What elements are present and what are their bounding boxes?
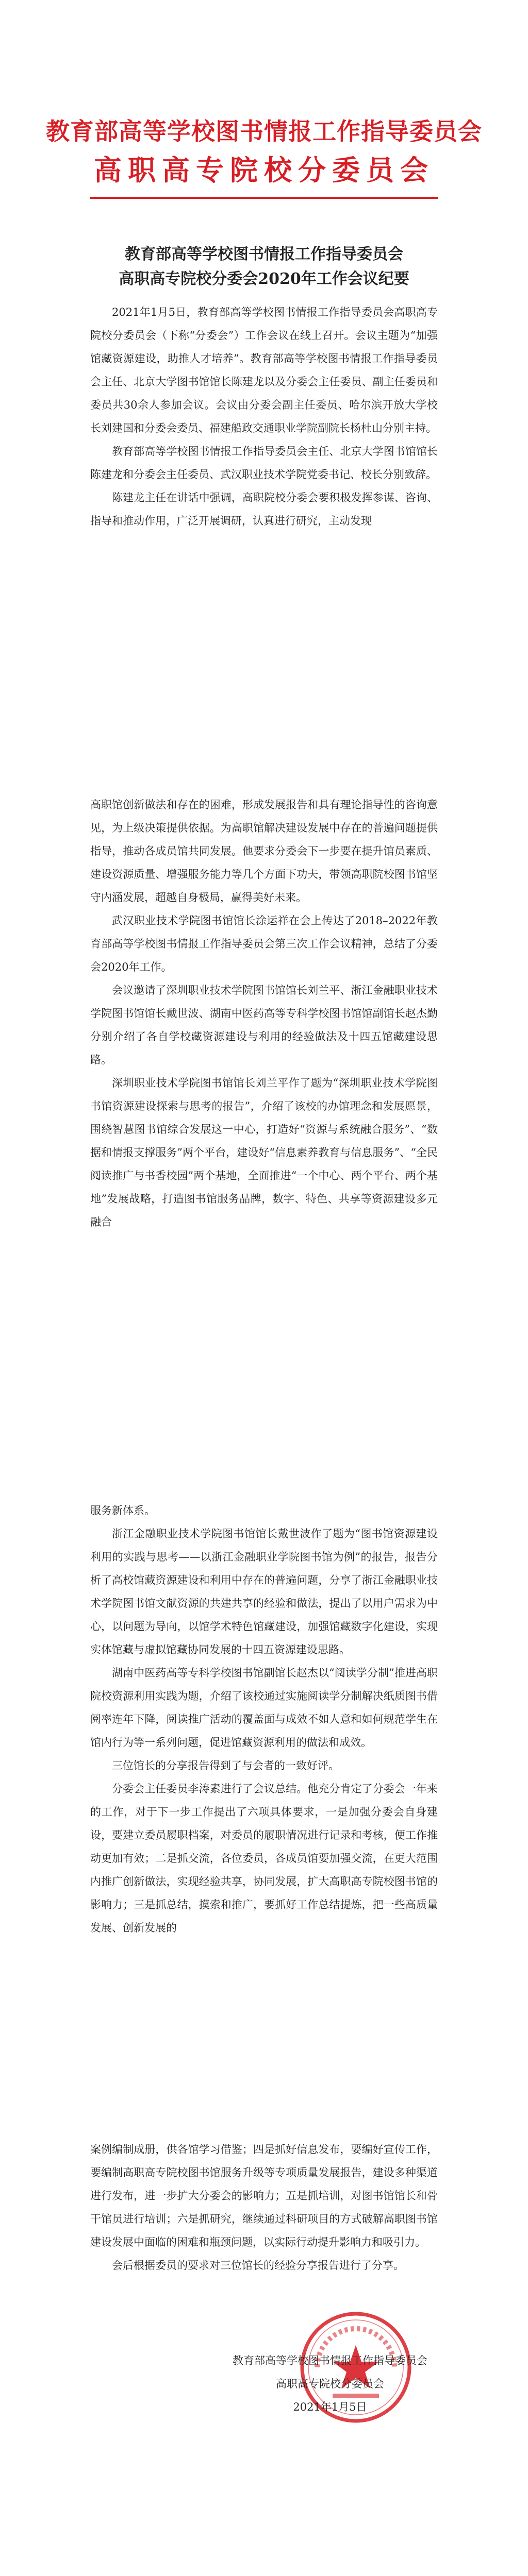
body-section-3: [90, 1499, 438, 1940]
paragraph: 高职馆创新做法和存在的困难，形成发展报告和具有理论指导性的咨询意见，为上级决策提供依据。为高职馆解决建设发展中存在的普遍问题提供指导，推动各成员馆共同发展。他要求分委会下一步要在提升馆员素质、建设资源质量、增强服务能力等几个方面下功夫，带领高职院校图书馆坚守内涵发展，超越自身极局，赢得美好未来。: [90, 799, 438, 904]
paragraph: 教育部高等学校图书情报工作指导委员会主任、北京大学图书馆馆长陈建龙和分委会主任委员、武汉职业技术学院党委书记、校长分别致辞。: [90, 445, 438, 481]
body-section-2: [90, 793, 438, 1234]
paragraph: 服务新体系。: [90, 1504, 155, 1517]
paragraph: 会后根据委员的要求对三位馆长的经验分享报告进行了分享。: [112, 2259, 404, 2272]
paragraph: 三位馆长的分享报告得到了与会者的一致好评。: [112, 1759, 339, 1772]
doc-title-line2: 高职高专院校分委会2020年工作会议纪要: [119, 270, 409, 288]
signature-org-line1: 教育部高等学校图书情报工作指导委员会: [233, 2354, 427, 2367]
paragraph: 陈建龙主任在讲话中强调，高职院校分委会要积极发挥参谋、咨询、指导和推动作用，广泛开展调研，认真进行研究，主动发现: [90, 492, 438, 527]
paragraph: 2021年1月5日，教育部高等学校图书情报工作指导委员会高职高专院校分委员会（下称“分委会”）工作会议在线上召开。会议主题为“加强馆藏资源建设，助推人才培养”。教育部高等学校图书情报工作指导委员会主任、北京大学图书馆馆长陈建龙以及分委会主任委员、副主任委员和委员共30余人参加会议。会议由分委会副主任委员、哈尔滨开放大学校长刘建国和分委会委员、福建船政交通职业学院副院长杨杜山分别主持。: [90, 306, 438, 434]
paragraph: 湖南中医药高等专科学校图书馆副馆长赵杰以“阅读学分制”推进高职院校资源利用实践为题，介绍了该校通过实施阅读学分制解决纸质图书借阅率连年下降，阅读推广活动的覆盖面与成效不如人意和如何规范学生在馆内行为等一系列问题，促进馆藏资源利用的做法和成效。: [90, 1667, 438, 1749]
doc-title-line1: 教育部高等学校图书情报工作指导委员会: [125, 245, 403, 263]
paragraph: 分委会主任委员李涛素进行了会议总结。他充分肯定了分委会一年来的工作，对于下一步工作提出了六项具体要求，一是加强分委会自身建设，要建立委员履职档案，对委员的履职情况进行记录和考核，便工作推动更加有效；二是抓交流，各位委员，各成员馆要加强交流，在更大范围内推广创新做法，实现经验共享，协同发展，扩大高职高专院校图书馆的影响力；三是抓总结，摸索和推广，要抓好工作总结提炼，把一些高质量发展、创新发展的: [90, 1783, 438, 1934]
paragraph: 浙江金融职业技术学院图书馆馆长戴世波作了题为“图书馆资源建设利用的实践与思考——以浙江金融职业学院图书馆为例”的报告，报告分析了高校馆藏资源建设和利用中存在的普遍问题，分享了浙江金融职业技术学院图书馆文献资源的共建共享的经验和做法，提出了以用户需求为中心，以问题为导向，以馆学术特色馆藏建设，加强馆藏数字化建设，实现实体馆藏与虚拟馆藏协同发展的十四五资源建设思路。: [90, 1528, 438, 1656]
letterhead-org-line1: 教育部高等学校图书情报工作指导委员会: [46, 117, 482, 145]
signature-org-line2: 高职高专院校分委员会: [276, 2378, 384, 2390]
letterhead-divider: [90, 197, 438, 199]
signature-block: [222, 2349, 438, 2419]
paragraph: 案例编制成册，供各馆学习借鉴；四是抓好信息发布，要编好宣传工作，要编制高职高专院校图书馆服务升级等专项质量发展报告，建设多种渠道进行发布，进一步扩大分委会的影响力；五是抓培训，对图书馆馆长和骨干馆员进行培训；六是抓研究，继续通过科研项目的方式破解高职图书馆建设发展中面临的困难和瓶颈问题，以实际行动提升影响力和吸引力。: [90, 2143, 438, 2248]
letterhead: [0, 113, 528, 191]
body-section-4: [90, 2138, 438, 2277]
paragraph: 武汉职业技术学院图书馆馆长涂运祥在会上传达了2018–2022年教育部高等学校图书情报工作指导委员会第三次工作会议精神，总结了分委会2020年工作。: [90, 914, 438, 973]
paragraph: 会议邀请了深圳职业技术学院图书馆馆长刘兰平、浙江金融职业技术学院图书馆馆长戴世波、湖南中医药高等专科学校图书馆馆副馆长赵杰勤分别介绍了各自学校藏资源建设与利用的经验做法及十四五馆藏建设思路。: [90, 984, 438, 1066]
paragraph: 深圳职业技术学院图书馆馆长刘兰平作了题为“深圳职业技术学院图书馆资源建设探索与思考的报告”，介绍了该校的办馆理念和发展愿景，围绕智慧图书馆综合发展这一中心，打造好“资源与系统融合服务”、“数据和情报支撑服务”两个平台，建设好“信息素养教育与信息服务”、“全民阅读推广与书香校园”两个基地，全面推进“一个中心、两个平台、两个基地”发展战略，打造图书馆服务品牌，数字、特色、共享等资源建设多元融合: [90, 1077, 438, 1228]
signature-date: 2021年1月5日: [293, 2401, 367, 2413]
letterhead-org-line2: 高职高专院校分委员会: [94, 154, 434, 187]
body-section-1: [90, 301, 438, 533]
